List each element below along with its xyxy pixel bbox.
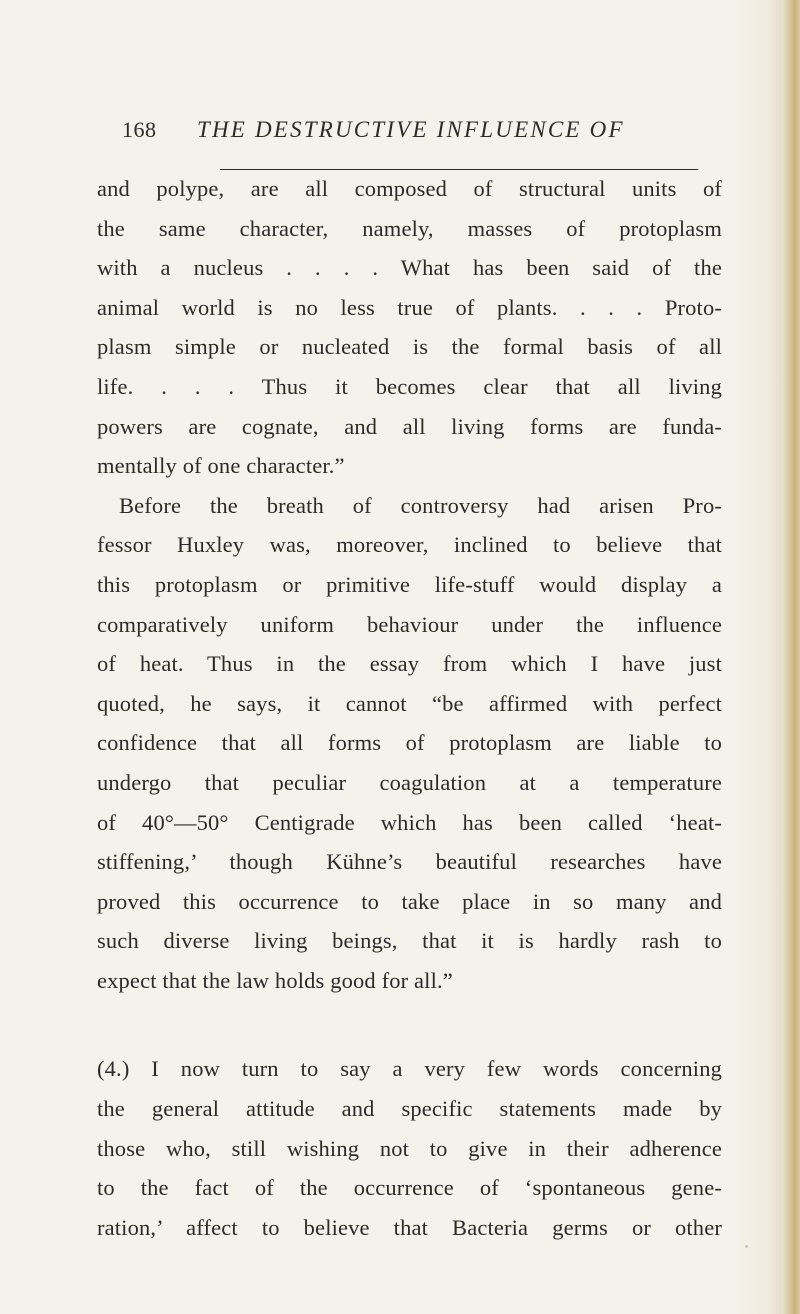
page-edge	[782, 0, 800, 1314]
text-line: expect that the law holds good for all.”	[97, 967, 453, 993]
text-line: plasm simple or nucleated is the formal basis of all	[97, 334, 722, 360]
text-line: fessor Huxley was, moreover, inclined to believe that	[97, 532, 722, 558]
text-line: powers are cognate, and all living forms are funda-	[97, 413, 722, 439]
text-line: quoted, he says, it cannot “be affirmed with perfect	[97, 690, 722, 716]
text-line: animal world is no less true of plants. . . . Proto-	[97, 294, 722, 320]
text-line: to the fact of the occurrence of ‘spontaneous gene-	[97, 1175, 722, 1201]
text-line: the same character, namely, masses of protoplasm	[97, 215, 722, 241]
paragraph-2	[97, 486, 722, 1001]
text-line: such diverse living beings, that it is hardly rash to	[97, 928, 722, 954]
text-line: Before the breath of controversy had arisen Pro-	[119, 492, 722, 518]
text-line: stiffening,’ though Kühne’s beautiful researches have	[97, 849, 722, 875]
paragraph-gap	[97, 1000, 722, 1049]
body-text	[97, 169, 722, 1247]
paragraph-1	[97, 169, 722, 486]
text-line: (4.) I now turn to say a very few words concerning	[97, 1056, 722, 1082]
text-line: those who, still wishing not to give in their adherence	[97, 1135, 722, 1161]
text-line: life. . . . Thus it becomes clear that all living	[97, 373, 722, 399]
text-line: and polype, are all composed of structural units of	[97, 176, 722, 201]
text-line: proved this occurrence to take place in so many and	[97, 888, 722, 914]
text-line: this protoplasm or primitive life-stuff would display a	[97, 571, 722, 597]
text-line: of heat. Thus in the essay from which I have just	[97, 651, 722, 677]
paragraph-3	[97, 1049, 722, 1247]
text-line: mentally of one character.”	[97, 453, 345, 479]
text-line: with a nucleus . . . . What has been said of the	[97, 255, 722, 281]
text-line: comparatively uniform behaviour under the influence	[97, 611, 722, 637]
page-number: 168	[122, 117, 157, 142]
text-line: ration,’ affect to believe that Bacteria germs or other	[97, 1214, 722, 1240]
page-header	[122, 117, 752, 151]
text-line: of 40°—50° Centigrade which has been called ‘heat-	[97, 809, 722, 835]
paper-speck	[745, 1245, 748, 1248]
text-line: the general attitude and specific statements made by	[97, 1096, 722, 1122]
text-line: confidence that all forms of protoplasm are liable to	[97, 730, 722, 756]
running-head: THE DESTRUCTIVE INFLUENCE OF	[197, 117, 625, 142]
text-line: undergo that peculiar coagulation at a temperature	[97, 769, 722, 795]
